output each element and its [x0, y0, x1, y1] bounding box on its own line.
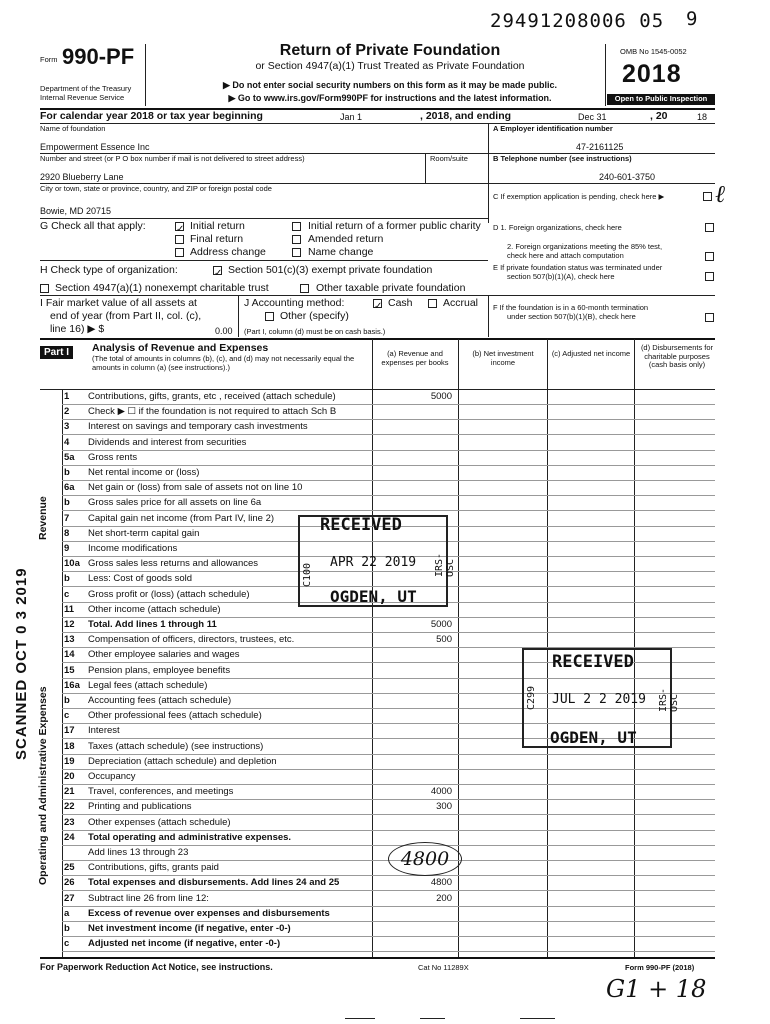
f-checkbox[interactable] [705, 313, 714, 322]
form-title: Return of Private Foundation [279, 42, 501, 59]
line-number: b [64, 467, 70, 478]
part-i-line-row [40, 467, 730, 479]
line-rule [62, 814, 715, 815]
received-stamp-april [298, 515, 456, 607]
j-label: J Accounting method: [244, 297, 345, 309]
line-label: Add lines 13 through 23 [88, 847, 189, 858]
ssn-notice: ▶ Do not enter social security numbers on this form as it may be made public. [223, 80, 557, 90]
foundation-name: Empowerment Essence Inc [40, 142, 150, 152]
column-d-header: (d) Disbursements for charitable purposes (cash basis only) [640, 343, 714, 370]
line-number: b [64, 573, 70, 584]
scanned-stamp: SCANNED OCT 0 3 2019 [13, 567, 30, 760]
form-label: Form [40, 55, 58, 64]
line-rule [62, 617, 715, 618]
f-label-2: under section 507(b)(1)(B), check here [507, 312, 636, 321]
line-rule [62, 434, 715, 435]
instructions-notice: ▶ Go to www.irs.gov/Form990PF for instructions and the latest information. [228, 93, 552, 103]
part-i-line-row [40, 771, 730, 783]
part-i-line-row [40, 923, 730, 935]
end-date: Dec 31 [578, 112, 607, 122]
part-i-line-row [40, 832, 730, 844]
other-method-label: Other (specify) [280, 310, 349, 322]
circled-total-annotation: 4800 [388, 842, 462, 876]
cash-checkbox[interactable] [373, 299, 382, 308]
line-rule [62, 450, 715, 451]
column-a-value[interactable]: 300 [436, 801, 452, 812]
line-rule [62, 890, 715, 891]
dln-number: 29491208006 05 [490, 10, 665, 32]
line-rule [62, 936, 715, 937]
line-label: Subtract line 26 from line 12: [88, 893, 209, 904]
stamp-date-text-2: JUL 2 2 2019 [552, 692, 646, 707]
part-i-line-row [40, 817, 730, 829]
part-i-line-row [40, 786, 730, 798]
footer-form-id: Form 990-PF (2018) [625, 963, 695, 972]
line-rule [62, 404, 715, 405]
line-number: 27 [64, 893, 75, 904]
part-i-line-row [40, 801, 730, 813]
part-i-line-row [40, 391, 730, 403]
line-label: Printing and publications [88, 801, 192, 812]
address-change-label: Address change [190, 246, 266, 258]
line-label: Other income (attach schedule) [88, 604, 221, 615]
line-label: Pension plans, employee benefits [88, 665, 231, 676]
calendar-year-label: For calendar year 2018 or tax year beginning [40, 110, 263, 122]
line-number: 6a [64, 482, 75, 493]
line-number: 18 [64, 741, 75, 752]
dln-suffix: 9 [686, 8, 698, 30]
line-number: 21 [64, 786, 75, 797]
line-label: Interest on savings and temporary cash investments [88, 421, 308, 432]
final-return-checkbox[interactable] [175, 235, 184, 244]
street-value: 2920 Blueberry Lane [40, 172, 124, 182]
stamp-code-2b: IRS-OSC [658, 687, 680, 712]
line-number: 3 [64, 421, 70, 432]
line-number: 4 [64, 437, 70, 448]
initial-return-checkbox[interactable] [175, 222, 184, 231]
part-i-badge: Part I [40, 342, 73, 360]
cash-label: Cash [388, 297, 413, 309]
d2-label-a: 2. Foreign organizations meeting the 85% test, [507, 242, 663, 251]
part-i-line-row [40, 893, 730, 905]
line-label: Check ▶ ☐ if the foundation is not required to attach Sch B [88, 406, 337, 417]
open-to-public-badge: Open to Public Inspection [607, 94, 715, 105]
line-label: Compensation of officers, directors, trustees, etc. [88, 634, 295, 645]
line-label: Less: Cost of goods sold [88, 573, 193, 584]
city-label: City or town, state or province, country, and ZIP or foreign postal code [40, 184, 272, 193]
line-number: 8 [64, 528, 70, 539]
line-number: b [64, 923, 70, 934]
other-method-checkbox[interactable] [265, 312, 274, 321]
begin-date: Jan 1 [340, 112, 363, 122]
column-a-header: (a) Revenue and expenses per books [381, 349, 449, 367]
column-a-value[interactable]: 5000 [430, 391, 452, 402]
line-label: Depreciation (attach schedule) and depletion [88, 756, 277, 767]
line-rule [62, 799, 715, 800]
part-i-line-row [40, 497, 730, 509]
stamp-received-text: RECEIVED [320, 515, 402, 535]
line-label: Travel, conferences, and meetings [88, 786, 234, 797]
part-i-line-row [40, 938, 730, 950]
line-number: 24 [64, 832, 75, 843]
line-rule [62, 830, 715, 831]
accrual-checkbox[interactable] [428, 299, 437, 308]
initial-return-label: Initial return [190, 220, 245, 232]
line-label: Other employee salaries and wages [88, 649, 240, 660]
former-charity-checkbox[interactable] [292, 222, 301, 231]
501c3-checkbox[interactable] [213, 266, 222, 275]
line-label: Total operating and administrative expenses. [88, 832, 292, 843]
501c3-label: Section 501(c)(3) exempt private foundation [228, 264, 433, 276]
line-rule [62, 921, 715, 922]
line-rule [62, 510, 715, 511]
line-label: Gross rents [88, 452, 138, 463]
line-number: 5a [64, 452, 75, 463]
stamp-ogden-text-2: OGDEN, UT [550, 728, 637, 747]
line-rule [62, 845, 715, 846]
line-rule [62, 951, 715, 952]
stamp-code-b: IRS-OSC [434, 552, 456, 577]
corner-handwritten-mark: ℓ [715, 180, 725, 208]
line-label: Taxes (attach schedule) (see instructions) [88, 741, 264, 752]
part-i-line-row [40, 421, 730, 433]
i-label-3: line 16) ▶ $ [50, 323, 105, 335]
column-b-header: (b) Net investment income [472, 349, 534, 367]
name-change-label: Name change [308, 246, 374, 258]
cash-basis-note: (Part I, column (d) must be on cash basis.) [244, 327, 386, 336]
stamp-date-text: APR 22 2019 [330, 555, 417, 570]
4947-label: Section 4947(a)(1) nonexempt charitable trust [55, 282, 269, 294]
phone-value: 240-601-3750 [599, 172, 656, 182]
line-number: a [64, 908, 70, 919]
line-number: 26 [64, 877, 75, 888]
line-number: 1 [64, 391, 70, 402]
line-rule [62, 875, 715, 876]
line-label: Total. Add lines 1 through 11 [88, 619, 217, 630]
line-label: Contributions, gifts, grants, etc , received (attach schedule) [88, 391, 336, 402]
h-label: H Check type of organization: [40, 264, 178, 276]
part-i-line-row [40, 619, 730, 631]
line-number: 15 [64, 665, 75, 676]
ein-value: 47-2161125 [576, 142, 624, 152]
line-label: Excess of revenue over expenses and disbursements [88, 908, 330, 919]
fmv-value: 0.00 [215, 326, 233, 336]
other-taxable-checkbox[interactable] [300, 284, 309, 293]
end-year-label: , 20 [650, 110, 668, 122]
line-label: Gross sales less returns and allowances [88, 558, 259, 569]
column-a-value[interactable]: 4000 [430, 786, 452, 797]
accrual-label: Accrual [443, 297, 479, 309]
line-label: Total expenses and disbursements. Add lines 24 and 25 [88, 877, 340, 888]
line-number: 22 [64, 801, 75, 812]
column-a-value[interactable]: 4800 [430, 877, 452, 888]
line-label: Contributions, gifts, grants paid [88, 862, 219, 873]
d2-checkbox[interactable] [705, 252, 714, 261]
column-a-value[interactable]: 200 [436, 893, 452, 904]
line-label: Income modifications [88, 543, 178, 554]
d2-label-b: check here and attach computation [507, 251, 624, 260]
department-line-1: Department of the Treasury [40, 84, 132, 93]
line-number: 25 [64, 862, 75, 873]
line-label: Other expenses (attach schedule) [88, 817, 231, 828]
line-number: 9 [64, 543, 70, 554]
part-i-line-row [40, 847, 730, 859]
line-label: Net rental income or (loss) [88, 467, 200, 478]
line-label: Other professional fees (attach schedule) [88, 710, 262, 721]
line-number: 23 [64, 817, 75, 828]
line-rule [62, 754, 715, 755]
expenses-side-label: Operating and Administrative Expenses [37, 686, 49, 885]
part-i-line-row [40, 437, 730, 449]
exempt-pending-checkbox[interactable] [703, 192, 712, 201]
line-rule [62, 632, 715, 633]
former-charity-label: Initial return of a former public charity [308, 220, 481, 232]
column-a-value[interactable]: 500 [436, 634, 452, 645]
handwritten-initials: G1 + 18 [606, 975, 707, 1003]
line-rule [62, 495, 715, 496]
received-stamp-july [522, 648, 680, 748]
line-number: 2 [64, 406, 70, 417]
line-number: 14 [64, 649, 75, 660]
room-label: Room/suite [430, 154, 468, 163]
line-number: c [64, 938, 70, 949]
line-label: Capital gain net income (from Part IV, line 2) [88, 513, 275, 524]
line-number: 11 [64, 604, 75, 615]
phone-label: B Telephone number (see instructions) [493, 154, 632, 163]
line-number: 12 [64, 619, 75, 630]
f-label-1: F If the foundation is in a 60-month termination [493, 303, 649, 312]
e-label-1: E If private foundation status was terminated under [493, 263, 663, 272]
line-number: 7 [64, 513, 70, 524]
exempt-pending-label: C If exemption application is pending, check here ▶ [493, 192, 665, 201]
part-i-line-row [40, 452, 730, 464]
part-i-line-row [40, 862, 730, 874]
end-year: 18 [697, 112, 708, 122]
stamp-code-a: C100 [302, 562, 313, 587]
footer-cat-number: Cat No 11289X [418, 963, 469, 972]
line-label: Legal fees (attach schedule) [88, 680, 208, 691]
line-label: Interest [88, 725, 120, 736]
footer-paperwork-notice: For Paperwork Reduction Act Notice, see instructions. [40, 962, 273, 972]
line-label: Gross profit or (loss) (attach schedule) [88, 589, 250, 600]
line-number: 10a [64, 558, 80, 569]
d1-checkbox[interactable] [705, 223, 714, 232]
part-i-line-row [40, 634, 730, 646]
column-a-value[interactable]: 5000 [430, 619, 452, 630]
part-i-title: Analysis of Revenue and Expenses [92, 342, 269, 354]
street-label: Number and street (or P O box number if mail is not delivered to street address) [40, 154, 305, 163]
calendar-mid: , 2018, and ending [420, 110, 512, 122]
line-number: 19 [64, 756, 75, 767]
part-i-line-row [40, 406, 730, 418]
e-checkbox[interactable] [705, 272, 714, 281]
g-label: G Check all that apply: [40, 220, 146, 232]
ein-label: A Employer identification number [493, 124, 613, 133]
form-number: 990-PF [62, 44, 135, 69]
line-number: c [64, 710, 70, 721]
d1-label: D 1. Foreign organizations, check here [493, 223, 622, 232]
line-rule [62, 769, 715, 770]
name-change-checkbox[interactable] [292, 248, 301, 257]
stamp-code-2a: C299 [526, 685, 537, 710]
part-i-description: (The total of amounts in columns (b), (c), and (d) may not necessarily equal the amounts in column (a) (see instructions).) [92, 354, 355, 372]
line-number: 17 [64, 725, 75, 736]
omb-number: OMB No 1545-0052 [620, 47, 687, 56]
revenue-side-label: Revenue [37, 496, 49, 540]
city-value: Bowie, MD 20715 [40, 206, 112, 216]
4947-checkbox[interactable] [40, 284, 49, 293]
line-label: Gross sales price for all assets on line 6a [88, 497, 262, 508]
line-number: 13 [64, 634, 75, 645]
line-number: b [64, 695, 70, 706]
line-label: Net investment income (if negative, enter -0-) [88, 923, 291, 934]
other-taxable-label: Other taxable private foundation [316, 282, 466, 294]
final-return-label: Final return [190, 233, 244, 245]
line-label: Adjusted net income (if negative, enter -0-) [88, 938, 281, 949]
part-i-line-row [40, 756, 730, 768]
line-label: Net gain or (loss) from sale of assets not on line 10 [88, 482, 303, 493]
part-i-line-row [40, 877, 730, 889]
line-number: 16a [64, 680, 80, 691]
amended-return-checkbox[interactable] [292, 235, 301, 244]
line-rule [62, 906, 715, 907]
line-number: 20 [64, 771, 75, 782]
department-line-2: Internal Revenue Service [40, 93, 125, 102]
form-subtitle: or Section 4947(a)(1) Trust Treated as Private Foundation [255, 60, 525, 72]
line-rule [62, 419, 715, 420]
line-label: Occupancy [88, 771, 136, 782]
stamp-ogden-text: OGDEN, UT [330, 587, 417, 606]
address-change-checkbox[interactable] [175, 248, 184, 257]
e-label-2: section 507(b)(1)(A), check here [507, 272, 615, 281]
amended-return-label: Amended return [308, 233, 384, 245]
line-label: Accounting fees (attach schedule) [88, 695, 232, 706]
column-c-header: (c) Adjusted net income [551, 349, 631, 358]
stamp-received-text-2: RECEIVED [552, 652, 634, 672]
line-rule [62, 784, 715, 785]
line-label: Net short-term capital gain [88, 528, 200, 539]
name-label: Name of foundation [40, 124, 106, 133]
line-number: b [64, 497, 70, 508]
line-label: Dividends and interest from securities [88, 437, 247, 448]
i-label-2: end of year (from Part II, col. (c), [50, 310, 202, 322]
part-i-line-row [40, 482, 730, 494]
i-label-1: I Fair market value of all assets at [40, 297, 197, 309]
tax-year: 2018 [622, 60, 682, 88]
line-rule [62, 480, 715, 481]
line-rule [62, 465, 715, 466]
part-i-line-row [40, 908, 730, 920]
line-number: c [64, 589, 70, 600]
